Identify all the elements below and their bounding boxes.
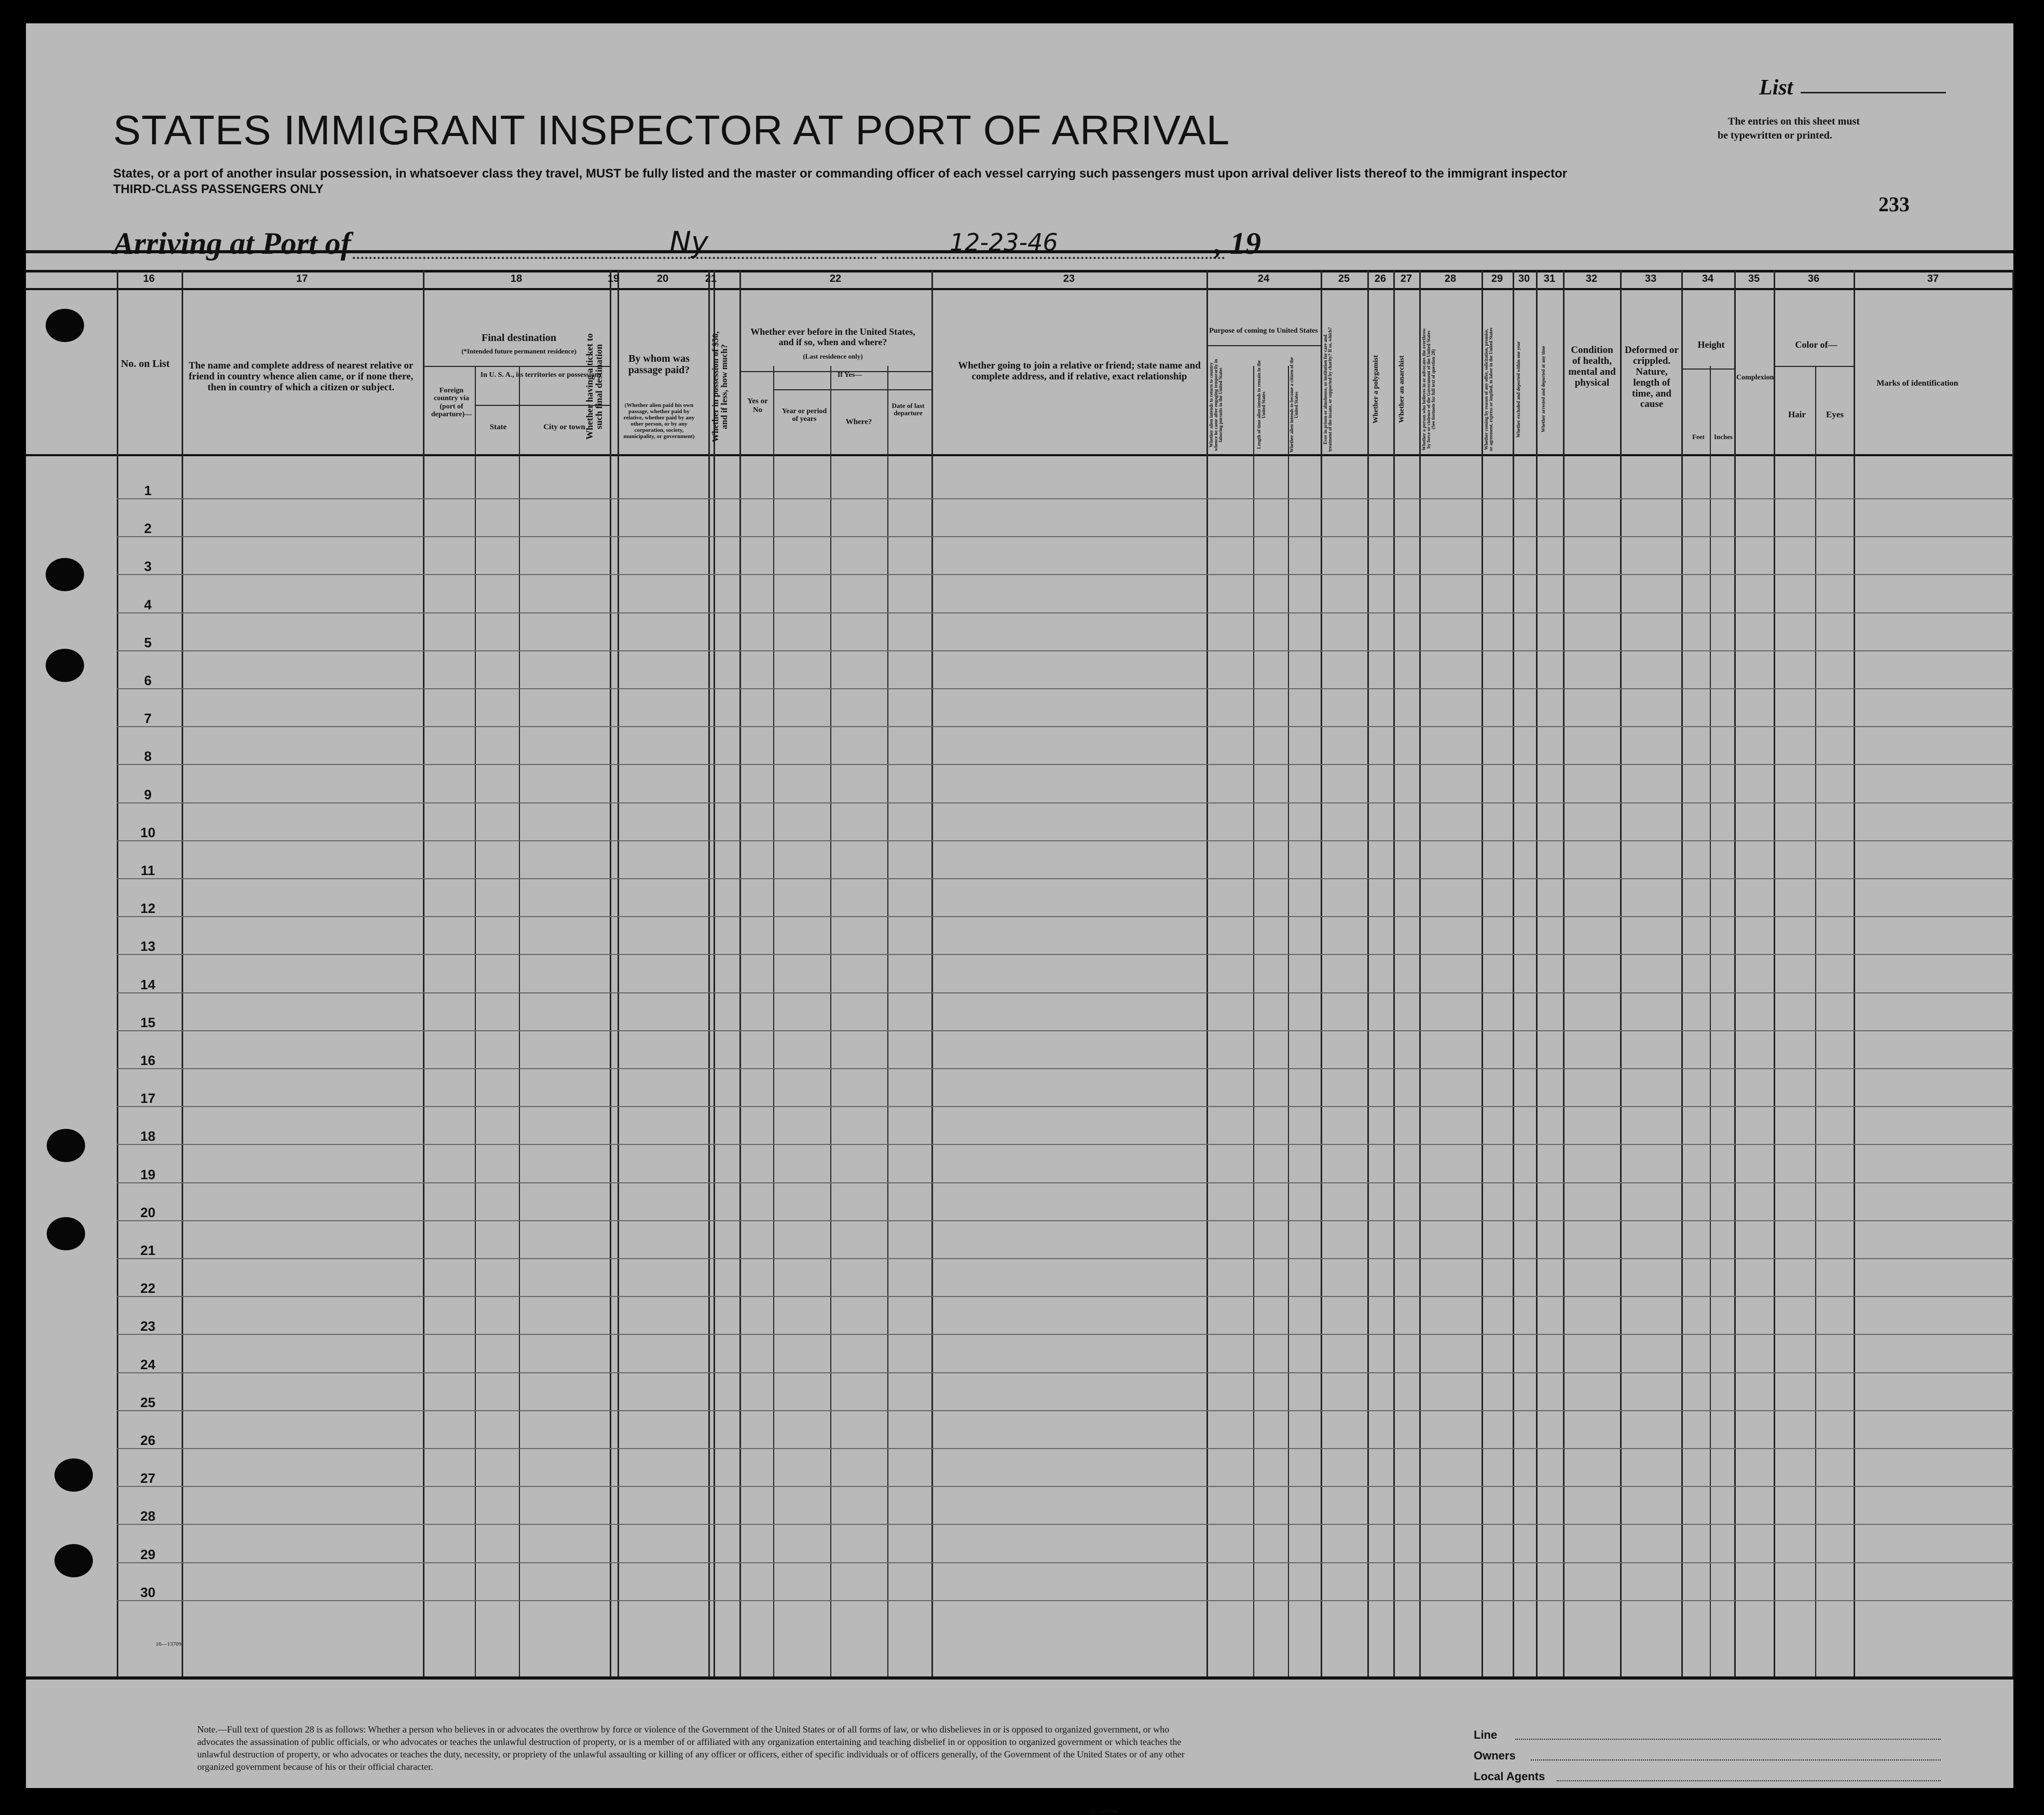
col33-header: Deformed or crippled. Nature, length of time, and cause bbox=[1625, 345, 1679, 410]
column-rule bbox=[1774, 270, 1775, 1676]
row-number: 18 bbox=[140, 1128, 156, 1144]
row-rule bbox=[117, 992, 2013, 993]
row-rule bbox=[117, 1144, 2013, 1145]
column-rule bbox=[708, 270, 710, 1676]
row-number: 7 bbox=[144, 711, 152, 727]
col21-header: Whether in possession of $50, and if less, how much? bbox=[710, 331, 729, 442]
owners-fill bbox=[1531, 1759, 1941, 1761]
form-code: 16—13709 bbox=[156, 1641, 182, 1647]
year-label: , 19 bbox=[1214, 226, 1261, 261]
table-grid bbox=[26, 254, 2013, 1676]
column-rule bbox=[714, 270, 715, 1676]
row-number: 6 bbox=[144, 673, 152, 688]
subcolumn-rule bbox=[1253, 366, 1254, 1676]
row-number: 17 bbox=[140, 1090, 156, 1107]
col19-header: Whether having a ticket to such final destination bbox=[584, 333, 604, 440]
row-rule bbox=[117, 1030, 2013, 1031]
page-title: STATES IMMIGRANT INSPECTOR AT PORT OF ARRIVAL bbox=[113, 107, 1230, 153]
entries-note-1: The entries on this sheet must bbox=[1728, 116, 1860, 127]
row-rule bbox=[117, 650, 2013, 651]
row-number: 4 bbox=[144, 596, 152, 612]
row-rule bbox=[117, 688, 2013, 689]
list-label: List bbox=[1759, 76, 1793, 100]
row-number: 3 bbox=[144, 558, 152, 575]
subcolumn-rule bbox=[887, 366, 888, 1676]
row-rule bbox=[117, 1524, 2013, 1525]
header-rule bbox=[26, 270, 2013, 272]
column-rule bbox=[1419, 270, 1421, 1676]
column-rule bbox=[2012, 270, 2014, 1676]
row-number: 19 bbox=[140, 1166, 156, 1182]
column-rule bbox=[1536, 270, 1538, 1676]
column-number: 33 bbox=[1644, 273, 1657, 284]
row-rule bbox=[117, 1106, 2013, 1107]
row-rule bbox=[117, 916, 2013, 917]
row-rule bbox=[117, 840, 2013, 841]
col24a-header: Whether alien intends to return to country whence he came after engaging temporarily in laboring pursuits in the United States bbox=[1209, 359, 1223, 451]
column-rule bbox=[1734, 270, 1736, 1676]
col34-inches: Inches bbox=[1713, 433, 1733, 441]
col20-header: By whom was passage paid? bbox=[628, 353, 690, 376]
col22-ifyes: If Yes— bbox=[837, 371, 862, 379]
row-number: 12 bbox=[140, 900, 156, 917]
row-rule bbox=[117, 574, 2013, 575]
col16-header: No. on List bbox=[121, 358, 170, 370]
row-rule bbox=[117, 498, 2013, 499]
row-number: 14 bbox=[140, 976, 156, 992]
col36-eyes: Eyes bbox=[1826, 410, 1844, 419]
col20-note: (Whether alien paid his own passage, whether paid by relative, whether paid by any other person, or by any corporation, society, municipality, or government) bbox=[623, 402, 695, 440]
column-number: 32 bbox=[1585, 273, 1598, 284]
row-number: 27 bbox=[140, 1470, 156, 1486]
row-number: 15 bbox=[140, 1014, 156, 1030]
column-rule bbox=[618, 270, 619, 1676]
column-number: 16 bbox=[143, 273, 155, 284]
col18-header: Final destination bbox=[482, 332, 556, 344]
footer-form-code: 16—13709b bbox=[1090, 1809, 1118, 1815]
table-bottom-rule bbox=[26, 1676, 2013, 1680]
column-rule bbox=[182, 270, 183, 1676]
column-number: 34 bbox=[1702, 273, 1714, 284]
col26-header: Whether a polygamist bbox=[1372, 355, 1380, 424]
row-number: 2 bbox=[144, 521, 152, 537]
column-rule bbox=[1854, 270, 1855, 1676]
column-number: 26 bbox=[1374, 273, 1387, 284]
row-rule bbox=[117, 1448, 2013, 1449]
subheader-rule bbox=[1774, 366, 1854, 367]
footnote-28: Note.—Full text of question 28 is as follows: Whether a person who believes in or advocates the overthrow by force or violence of the Government of the United States or of all forms of law, or who disbelieves in or is opposed to organized government, or who advocates the assassination of public officials, or who advocates or teaches the unlawful destruction of property, or is a member of or affiliated with any organization entertaining and teaching disbelief in or opposition to organized government or which teaches the unlawful destruction of property, or who advocates or teaches the duty, necessity, or propriety of the unlawful assaulting or killing of any officer or officers, either of specific individuals or of officers generally, of the Government of the United States or of any other organized government because of his or their official character. bbox=[197, 1724, 1185, 1772]
column-rule bbox=[1513, 270, 1514, 1676]
column-rule bbox=[1481, 270, 1483, 1676]
column-rule bbox=[610, 270, 611, 1676]
column-rule bbox=[1563, 270, 1565, 1676]
row-number: 28 bbox=[140, 1508, 156, 1524]
row-number: 24 bbox=[140, 1356, 156, 1372]
row-rule bbox=[117, 802, 2013, 803]
subcolumn-rule bbox=[1288, 366, 1289, 1676]
subheader-rule bbox=[423, 366, 610, 367]
col22-year: Year or period of years bbox=[781, 407, 827, 424]
col23-header: Whether going to join a relative or friend; state name and complete address, and if relative, exact relationship bbox=[958, 360, 1201, 382]
list-line bbox=[1801, 92, 1946, 93]
col22-date: Date of last departure bbox=[891, 402, 925, 417]
row-number: 21 bbox=[140, 1243, 156, 1258]
entries-note-2: be typewritten or printed. bbox=[1718, 130, 1832, 141]
row-rule bbox=[117, 1410, 2013, 1411]
row-rule bbox=[117, 1334, 2013, 1335]
col22-header: Whether ever before in the United States, and if so, when and where? bbox=[750, 326, 915, 347]
row-rule bbox=[117, 726, 2013, 727]
column-number: 23 bbox=[1063, 273, 1075, 284]
column-rule bbox=[1620, 270, 1622, 1676]
column-number: 25 bbox=[1338, 273, 1350, 284]
column-number: 17 bbox=[296, 273, 308, 284]
column-number: 36 bbox=[1807, 273, 1820, 284]
row-rule bbox=[117, 1296, 2013, 1297]
row-rule bbox=[117, 1182, 2013, 1183]
subcolumn-rule bbox=[830, 366, 831, 1676]
row-number: 25 bbox=[140, 1394, 156, 1410]
port-value: Ny bbox=[669, 226, 709, 260]
column-number: 37 bbox=[1927, 273, 1939, 284]
agents-label: Local Agents bbox=[1474, 1770, 1545, 1783]
subcolumn-rule bbox=[1710, 366, 1711, 1676]
col29-header: Whether coming by reason of any offer, solicitation, promise, or agreement, express or implied, to labor in the United States bbox=[1484, 327, 1493, 451]
passenger-table bbox=[26, 254, 2013, 1676]
subheader-rule bbox=[1681, 369, 1734, 370]
col18-note: (*Intended future permanent residence) bbox=[461, 347, 577, 355]
subcolumn-rule bbox=[773, 366, 774, 1676]
row-number: 5 bbox=[144, 634, 152, 650]
class-line: THIRD-CLASS PASSENGERS ONLY bbox=[113, 182, 324, 196]
column-number: 21 bbox=[705, 273, 717, 284]
row-number: 1 bbox=[144, 483, 152, 498]
col18-state: State bbox=[489, 423, 507, 431]
header-rule bbox=[26, 288, 2013, 290]
row-rule bbox=[117, 1068, 2013, 1069]
column-number: 22 bbox=[829, 273, 842, 284]
row-number: 8 bbox=[144, 748, 152, 765]
col18-usa: In U. S. A., its territories or possessions bbox=[480, 371, 602, 379]
row-rule bbox=[117, 878, 2013, 879]
row-number: 30 bbox=[140, 1584, 156, 1600]
column-rule bbox=[1206, 270, 1208, 1676]
subcolumn-rule bbox=[475, 366, 476, 1676]
col27-header: Whether an anarchist bbox=[1398, 355, 1406, 424]
col34-feet: Feet bbox=[1692, 433, 1705, 441]
header-bottom-rule bbox=[26, 454, 2013, 456]
column-rule bbox=[117, 270, 118, 1676]
col31-header: Whether arrested and deported at any time bbox=[1541, 346, 1546, 433]
row-number: 29 bbox=[140, 1546, 156, 1562]
column-number: 31 bbox=[1543, 273, 1556, 284]
line-fill bbox=[1515, 1739, 1941, 1740]
row-number: 22 bbox=[140, 1280, 156, 1297]
column-number: 18 bbox=[510, 273, 523, 284]
subheader-rule bbox=[773, 389, 931, 390]
column-rule bbox=[739, 270, 741, 1676]
col25-header: Ever in prison or almshouse, or institution for care and treatment of the insane, or supported by charity? If so, which? bbox=[1323, 327, 1333, 452]
row-rule bbox=[117, 612, 2013, 613]
row-rule bbox=[117, 954, 2013, 955]
column-rule bbox=[423, 270, 424, 1676]
col36-header: Color of— bbox=[1795, 339, 1837, 350]
row-rule bbox=[117, 1486, 2013, 1487]
subtitle-text: States, or a port of another insular possession, in whatsoever class they travel, MUST be fully listed and the master or commanding officer of each vessel carrying such passengers must upon arrival deliver lists thereof to the immigrant inspector bbox=[113, 167, 1568, 181]
page-subtitle bbox=[113, 166, 1670, 197]
row-number: 13 bbox=[140, 938, 156, 954]
col28-header: Whether a person who believes in or advocates the overthrow by force or violence of the Government of the United States (See footnote for full text of question 28) bbox=[1421, 328, 1436, 451]
col34-header: Height bbox=[1697, 339, 1725, 350]
row-rule bbox=[117, 536, 2013, 537]
column-number: 35 bbox=[1748, 273, 1760, 284]
column-number: 30 bbox=[1518, 273, 1530, 284]
column-rule bbox=[1321, 270, 1322, 1676]
column-number: 27 bbox=[1400, 273, 1412, 284]
line-label: Line bbox=[1474, 1728, 1498, 1741]
row-number: 16 bbox=[140, 1053, 156, 1068]
row-rule bbox=[117, 764, 2013, 765]
subcolumn-rule bbox=[1815, 366, 1816, 1676]
col24b-header: Length of time alien intends to remain in the United States bbox=[1256, 360, 1266, 449]
arriving-label: Arriving at Port of bbox=[113, 226, 351, 261]
page-number: 233 bbox=[1878, 193, 1910, 216]
column-number: 19 bbox=[607, 273, 620, 284]
col18-foreign: Foreign country via (port of departure)— bbox=[431, 387, 472, 419]
row-rule bbox=[117, 1258, 2013, 1259]
col22-note: (Last residence only) bbox=[803, 352, 863, 360]
column-rule bbox=[1393, 270, 1395, 1676]
col30-header: Whether excluded and deported within one year bbox=[1516, 341, 1521, 438]
col32-header: Condition of health, mental and physical bbox=[1568, 345, 1616, 388]
col24-header: Purpose of coming to United States bbox=[1209, 327, 1318, 335]
column-number: 20 bbox=[656, 273, 669, 284]
date-value: 12-23-46 bbox=[950, 228, 1058, 256]
col22-yesno: Yes or No bbox=[747, 397, 768, 414]
col22-where: Where? bbox=[845, 418, 872, 426]
row-number: 10 bbox=[140, 824, 156, 840]
subcolumn-rule bbox=[519, 366, 520, 1676]
row-rule bbox=[117, 1372, 2013, 1373]
col35-header: Complexion bbox=[1736, 374, 1774, 381]
row-number: 20 bbox=[140, 1204, 156, 1220]
col18-city: City or town bbox=[543, 423, 585, 431]
col37-header: Marks of identification bbox=[1876, 379, 1958, 388]
header-separator bbox=[26, 250, 2013, 253]
row-rule bbox=[117, 1600, 2013, 1601]
col24c-header: Whether alien intends to become a citizen of the United States bbox=[1289, 357, 1299, 453]
col17-header: The name and complete address of nearest relative or friend in country whence alien came, or if none there, then in country of which a citizen or subject. bbox=[188, 360, 414, 393]
column-number: 28 bbox=[1444, 273, 1457, 284]
column-number: 29 bbox=[1491, 273, 1503, 284]
agents-fill bbox=[1557, 1780, 1941, 1781]
row-number: 26 bbox=[140, 1432, 156, 1448]
manifest-sheet bbox=[26, 23, 2013, 1815]
column-number: 24 bbox=[1257, 273, 1270, 284]
col36-hair: Hair bbox=[1788, 410, 1806, 419]
column-rule bbox=[931, 270, 933, 1676]
row-rule bbox=[117, 1562, 2013, 1563]
subheader-rule bbox=[1206, 345, 1321, 346]
row-number: 23 bbox=[140, 1318, 156, 1334]
row-number: 9 bbox=[144, 786, 152, 802]
row-rule bbox=[117, 1220, 2013, 1221]
column-rule bbox=[1681, 270, 1683, 1676]
column-rule bbox=[1367, 270, 1369, 1676]
row-number: 11 bbox=[141, 863, 155, 878]
owners-label: Owners bbox=[1474, 1749, 1516, 1762]
